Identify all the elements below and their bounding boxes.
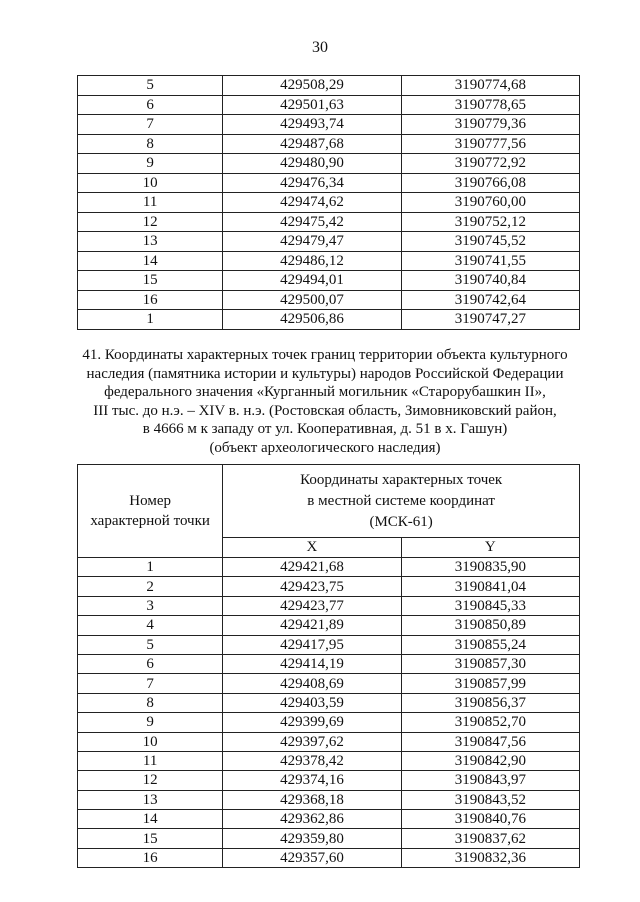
heading-line: в 4666 м к западу от ул. Кооперативная, д. 51 в х. Гашун) bbox=[142, 421, 508, 437]
y-coordinate-cell: 3190766,08 bbox=[401, 173, 579, 193]
y-coordinate-cell: 3190857,30 bbox=[401, 654, 579, 673]
y-coordinate-cell: 3190845,33 bbox=[401, 596, 579, 615]
point-number-cell: 8 bbox=[78, 134, 223, 154]
x-coordinate-cell: 429474,62 bbox=[223, 193, 401, 213]
x-coordinate-cell: 429486,12 bbox=[223, 251, 401, 271]
heading-line: наследия (памятника истории и культуры) народов Российской Федерации bbox=[86, 365, 564, 382]
y-coordinate-cell: 3190850,89 bbox=[401, 616, 579, 635]
table-row bbox=[78, 173, 580, 193]
x-coordinate-cell: 429479,47 bbox=[223, 232, 401, 252]
y-coordinate-cell: 3190777,56 bbox=[401, 134, 579, 154]
x-coordinate-cell: 429421,89 bbox=[223, 616, 401, 635]
table-row bbox=[78, 732, 580, 751]
y-coordinate-cell: 3190837,62 bbox=[401, 829, 579, 848]
y-coordinate-cell: 3190857,99 bbox=[401, 674, 579, 693]
coordinates-table-body bbox=[78, 558, 580, 868]
x-coordinate-cell: 429475,42 bbox=[223, 212, 401, 232]
x-coordinate-cell: 429476,34 bbox=[223, 173, 401, 193]
y-coordinate-cell: 3190840,76 bbox=[401, 810, 579, 829]
table-row bbox=[78, 713, 580, 732]
y-coordinate-cell: 3190747,27 bbox=[401, 310, 579, 330]
table-row bbox=[78, 115, 580, 135]
y-coordinate-cell: 3190778,65 bbox=[401, 95, 579, 115]
table-row bbox=[78, 310, 580, 330]
point-number-cell: 6 bbox=[78, 95, 223, 115]
page-number: 30 bbox=[312, 39, 328, 56]
point-number-cell: 16 bbox=[78, 848, 223, 867]
y-coordinate-cell: 3190741,55 bbox=[401, 251, 579, 271]
x-coordinate-cell: 429374,16 bbox=[223, 771, 401, 790]
y-coordinate-cell: 3190847,56 bbox=[401, 732, 579, 751]
x-coordinate-cell: 429397,62 bbox=[223, 732, 401, 751]
x-coordinate-cell: 429403,59 bbox=[223, 693, 401, 712]
y-coordinate-cell: 3190843,52 bbox=[401, 790, 579, 809]
x-coordinate-cell: 429414,19 bbox=[223, 654, 401, 673]
table-row bbox=[78, 693, 580, 712]
table-row bbox=[78, 271, 580, 291]
point-number-cell: 7 bbox=[78, 115, 223, 135]
point-number-cell: 12 bbox=[78, 212, 223, 232]
point-number-cell: 10 bbox=[78, 732, 223, 751]
point-number-cell: 4 bbox=[78, 616, 223, 635]
x-coordinate-cell: 429417,95 bbox=[223, 635, 401, 654]
x-coordinate-cell: 429421,68 bbox=[223, 558, 401, 577]
point-number-cell: 10 bbox=[78, 173, 223, 193]
point-number-cell: 7 bbox=[78, 674, 223, 693]
point-number-cell: 15 bbox=[78, 829, 223, 848]
table-row bbox=[78, 193, 580, 213]
x-coordinate-cell: 429487,68 bbox=[223, 134, 401, 154]
x-coordinate-cell: 429506,86 bbox=[223, 310, 401, 330]
section-heading bbox=[60, 346, 590, 457]
point-number-cell: 6 bbox=[78, 654, 223, 673]
point-number-cell: 12 bbox=[78, 771, 223, 790]
y-coordinate-cell: 3190760,00 bbox=[401, 193, 579, 213]
point-number-cell: 5 bbox=[78, 635, 223, 654]
y-coordinate-cell: 3190835,90 bbox=[401, 558, 579, 577]
coordinates-table-header bbox=[78, 465, 580, 558]
x-coordinate-cell: 429408,69 bbox=[223, 674, 401, 693]
y-coordinate-cell: 3190740,84 bbox=[401, 271, 579, 291]
point-number-cell: 13 bbox=[78, 790, 223, 809]
point-number-header bbox=[78, 465, 223, 558]
x-coordinate-cell: 429501,63 bbox=[223, 95, 401, 115]
x-coordinate-cell: 429493,74 bbox=[223, 115, 401, 135]
point-number-cell: 15 bbox=[78, 271, 223, 291]
y-coordinate-cell: 3190752,12 bbox=[401, 212, 579, 232]
x-coordinate-cell: 429357,60 bbox=[223, 848, 401, 867]
x-coordinate-cell: 429359,80 bbox=[223, 829, 401, 848]
point-number-cell: 9 bbox=[78, 713, 223, 732]
point-number-cell: 14 bbox=[78, 251, 223, 271]
x-coordinate-cell: 429480,90 bbox=[223, 154, 401, 174]
table-row bbox=[78, 751, 580, 770]
table-row bbox=[78, 232, 580, 252]
table-row bbox=[78, 654, 580, 673]
y-coordinate-cell: 3190779,36 bbox=[401, 115, 579, 135]
point-number-cell: 3 bbox=[78, 596, 223, 615]
table-row bbox=[78, 596, 580, 615]
coordinates-table-continued bbox=[77, 75, 580, 330]
y-coordinate-cell: 3190742,64 bbox=[401, 290, 579, 310]
x-coordinate-cell: 429508,29 bbox=[223, 76, 401, 96]
y-coordinate-cell: 3190856,37 bbox=[401, 693, 579, 712]
point-number-cell: 1 bbox=[78, 558, 223, 577]
x-coordinate-cell: 429368,18 bbox=[223, 790, 401, 809]
table-row bbox=[78, 558, 580, 577]
coordinates-header bbox=[223, 465, 580, 538]
table-row bbox=[78, 290, 580, 310]
coordinates-table bbox=[77, 464, 580, 868]
point-number-cell: 2 bbox=[78, 577, 223, 596]
heading-line: 41. Координаты характерных точек границ территории объекта культурного bbox=[82, 347, 568, 363]
point-number-header-line: характерной точки bbox=[90, 513, 210, 529]
heading-line: (объект археологического наследия) bbox=[209, 439, 441, 456]
table-row bbox=[78, 212, 580, 232]
table-row bbox=[78, 674, 580, 693]
point-number-cell: 11 bbox=[78, 751, 223, 770]
x-coordinate-cell: 429500,07 bbox=[223, 290, 401, 310]
point-number-cell: 14 bbox=[78, 810, 223, 829]
y-coordinate-cell: 3190842,90 bbox=[401, 751, 579, 770]
table-row bbox=[78, 95, 580, 115]
point-number-cell: 16 bbox=[78, 290, 223, 310]
table-row bbox=[78, 76, 580, 96]
point-number-cell: 13 bbox=[78, 232, 223, 252]
table-row bbox=[78, 616, 580, 635]
y-coordinate-cell: 3190855,24 bbox=[401, 635, 579, 654]
y-coordinate-cell: 3190772,92 bbox=[401, 154, 579, 174]
point-number-cell: 9 bbox=[78, 154, 223, 174]
point-number-cell: 5 bbox=[78, 76, 223, 96]
coordinates-table-body bbox=[78, 76, 580, 330]
table-row bbox=[78, 251, 580, 271]
point-number-header-line: Номер bbox=[129, 493, 171, 509]
y-coordinate-cell: 3190832,36 bbox=[401, 848, 579, 867]
x-coordinate-cell: 429399,69 bbox=[223, 713, 401, 732]
y-coordinate-cell: 3190774,68 bbox=[401, 76, 579, 96]
coordinates-header-line: Координаты характерных точек bbox=[300, 471, 503, 488]
x-coordinate-cell: 429378,42 bbox=[223, 751, 401, 770]
table-row bbox=[78, 154, 580, 174]
point-number-cell: 1 bbox=[78, 310, 223, 330]
table-row bbox=[78, 829, 580, 848]
point-number-cell: 11 bbox=[78, 193, 223, 213]
heading-line: III тыс. до н.э. – XIV в. н.э. (Ростовская область, Зимовниковский район, bbox=[93, 402, 557, 419]
x-column-header: X bbox=[223, 538, 401, 558]
table-row bbox=[78, 790, 580, 809]
y-coordinate-cell: 3190745,52 bbox=[401, 232, 579, 252]
heading-line: федерального значения «Курганный могильник «Старорубашкин II», bbox=[104, 384, 546, 400]
x-coordinate-cell: 429423,77 bbox=[223, 596, 401, 615]
table-row bbox=[78, 810, 580, 829]
x-coordinate-cell: 429423,75 bbox=[223, 577, 401, 596]
table-row bbox=[78, 635, 580, 654]
y-column-header: Y bbox=[401, 538, 579, 558]
x-coordinate-cell: 429362,86 bbox=[223, 810, 401, 829]
table-row bbox=[78, 134, 580, 154]
y-coordinate-cell: 3190841,04 bbox=[401, 577, 579, 596]
y-coordinate-cell: 3190843,97 bbox=[401, 771, 579, 790]
table-row bbox=[78, 771, 580, 790]
y-coordinate-cell: 3190852,70 bbox=[401, 713, 579, 732]
coordinates-header-line: (МСК-61) bbox=[369, 513, 433, 530]
point-number-cell: 8 bbox=[78, 693, 223, 712]
table-row bbox=[78, 577, 580, 596]
x-coordinate-cell: 429494,01 bbox=[223, 271, 401, 291]
table-row bbox=[78, 848, 580, 867]
coordinates-header-line: в местной системе координат bbox=[307, 492, 495, 509]
